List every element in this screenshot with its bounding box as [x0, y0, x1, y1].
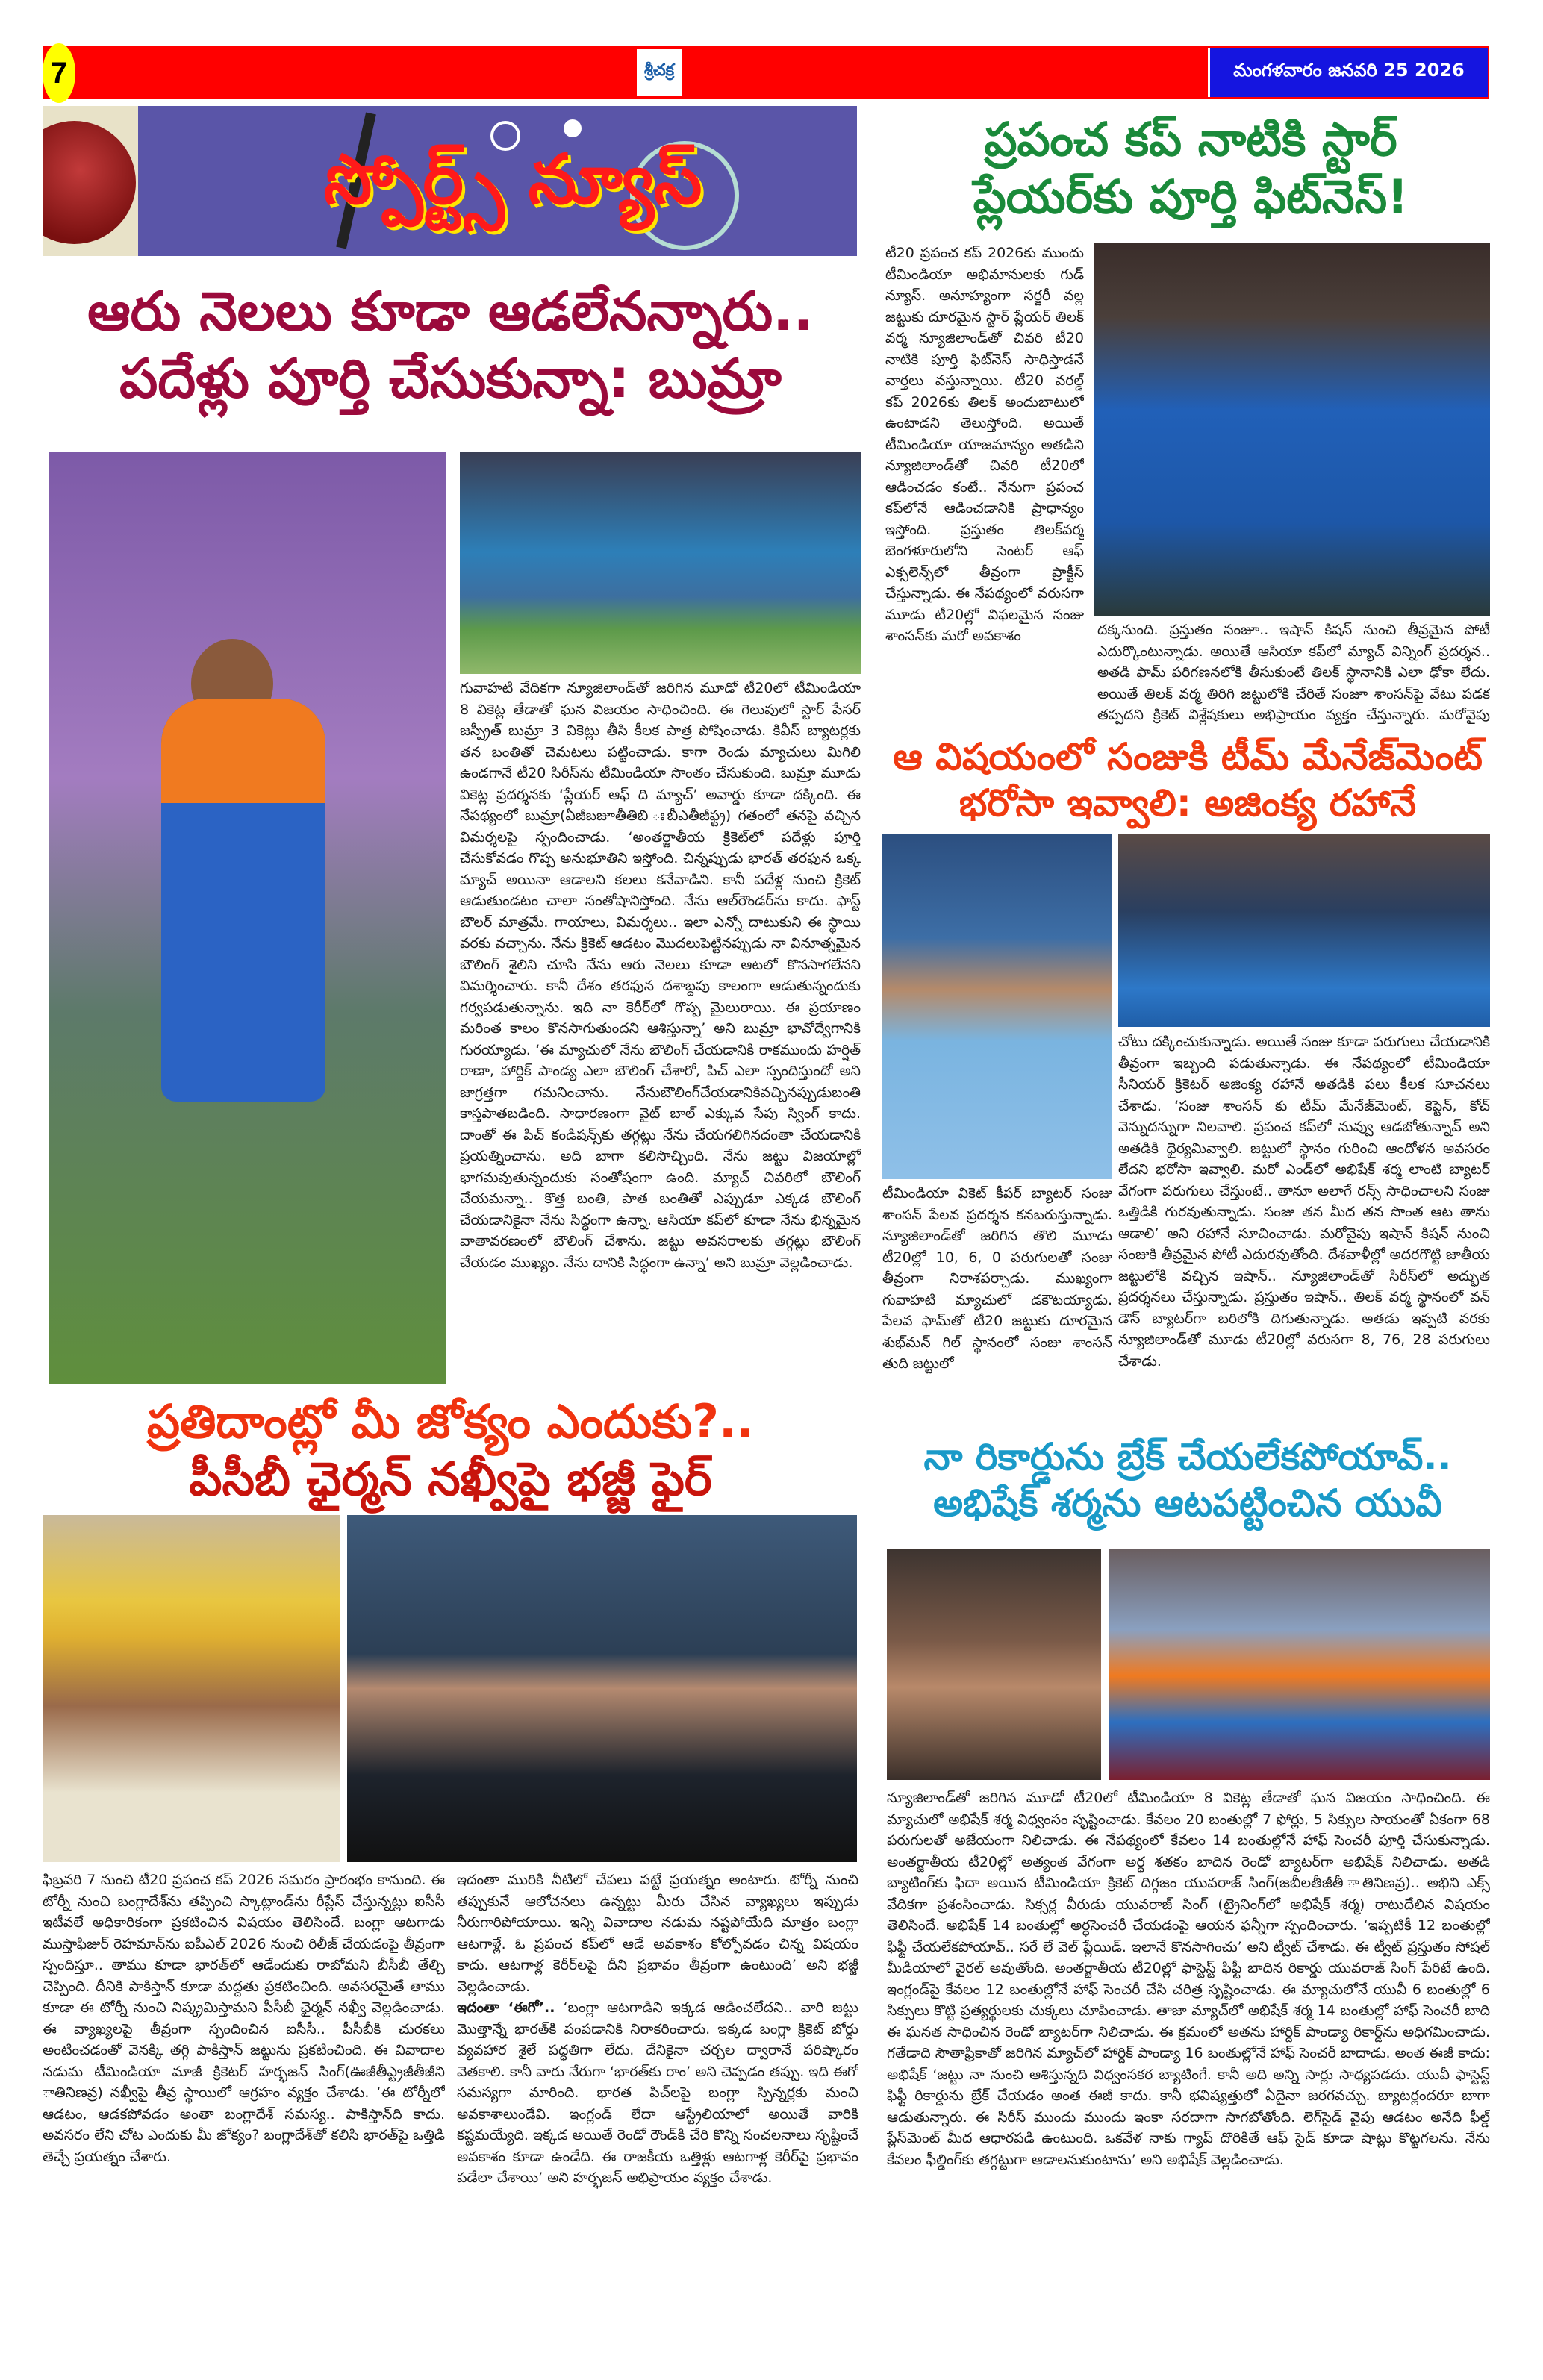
section-title: స్పోర్ట్స్ న్యూస్	[323, 140, 702, 219]
tilak-article-col1	[885, 243, 1084, 726]
headline-line: పీసీబీ ఛైర్మన్ నఖ్వీపై భజ్జీ ఫైర్	[189, 1452, 712, 1506]
article-text: ఇదంతా మురికి నీటిలో చేపలు పట్టే ప్రయత్నం అంటారు. టోర్నీ నుంచి తప్పుకునే ఆలోచనలు ఉన్నట్టు మీరు చేసిన వ్యాఖ్యలు ఇప్పుడు నీరుగారిపోయాయి. ఇన్ని వివాదాల నడుమ నష్టపోయేది మాత్రం బంగ్లా ఆటగాళ్లే. ఓ ప్రపంచ కప్‌లో ఆడే అవకాశం కోల్పోవడం చిన్న విషయం కాదు. ఆటగాళ్ల కెరీర్‌లపై దీని ప్రభావం తీవ్రంగా ఉంటుంది’ అని భజ్జీ వెల్లడించాడు.	[457, 1872, 858, 1995]
headline-line: ఆ విషయంలో సంజుకి టీమ్ మేనేజ్‌మెంట్	[892, 734, 1483, 778]
article-text: టీమిండియా వికెట్ కీపర్ బ్యాటర్ సంజు శాంసన్ పేలవ ప్రదర్శన కనబరుస్తున్నాడు. న్యూజిలాండ్‌తో జరిగిన తొలి మూడు టీ20ల్లో 10, 6, 0 పరుగులతో సంజు తీవ్రంగా నిరాశపర్చాడు. ముఖ్యంగా గువాహటి మ్యాచులో డకౌటయ్యాడు. పేలవ ఫామ్‌తో టీ20 జట్టుకు దూరమైన శుభ్‌మన్ గిల్ స్థానంలో సంజు శాంసన్ తుది జట్టులో	[882, 1185, 1112, 1372]
headline-tilak	[888, 101, 1493, 235]
headline-line: నా రికార్డును బ్రేక్ చేయలేకపోయావ్..	[923, 1434, 1452, 1478]
issue-date: మంగళవారం జనవరి 25 2026	[1208, 48, 1488, 97]
headline-bumrah	[43, 270, 858, 419]
bumrah-photo	[49, 452, 446, 1384]
naqvi-photo	[347, 1515, 857, 1862]
headline-line: భరోసా ఇవ్వాలి: అజింక్య రహానే	[958, 781, 1417, 825]
rahane-photo	[882, 834, 1112, 1179]
headline-yuvi	[885, 1424, 1490, 1536]
bumrah-article-body	[460, 678, 861, 1383]
headline-harbhajan	[43, 1394, 858, 1506]
headline-line: అభిషేక్ శర్మను ఆటపట్టించిన యువీ	[933, 1481, 1442, 1525]
sanju-photo	[1118, 834, 1490, 1027]
bumrah-bowling-photo	[460, 452, 861, 674]
cricket-ball-icon	[43, 106, 138, 256]
article-text: న్యూజిలాండ్‌తో జరిగిన మూడో టీ20లో టీమిండియా 8 వికెట్ల తేడాతో ఘన విజయం సాధించింది. ఈ మ్యాచులో అభిషేక్ శర్మ విధ్వంసం సృష్టించాడు. కేవలం 20 బంతుల్లో 7 ఫోర్లు, 5 సిక్సుల సాయంతో ఏకంగా 68 పరుగులతో అజేయంగా నిలిచాడు. ఈ నేపథ్యంలో కేవలం 14 బంతుల్లోనే హాఫ్ సెంచరీ పూర్తి చేసుకున్నాడు. అంతర్జాతీయ టీ20ల్లో అత్యంత వేగంగా అర్ధ శతకం బాదిన రెండో బ్యాటర్‌గా అభిషేక్ నిలిచాడు. అతడి బ్యాటింగ్‌కు ఫిదా అయిన టీమిండియా క్రికెట్ దిగ్గజం యువరాజ్ సింగ్(జబీలతీజీతీ ాతినిణవ్ర).. అభిని ఎక్స్ వేదికగా ప్రశంసించాడు. సిక్సర్ల వీరుడు యువరాజ్ సింగ్ (ట్రైనింగ్‌లో అభిషేక్ శర్మ) రాటుదేలిన విషయం తెలిసిందే. అభిషేక్ 14 బంతుల్లో అర్ధసెంచరీ చేయడంపై ఆయన ఫన్నీగా స్పందించారు. ‘ఇప్పటికీ 12 బంతుల్లో ఫిఫ్టీ చేయలేకపోయావ్.. సరే లే వెల్ ప్లేయిడ్. ఇలానే కొనసాగించు’ అని ట్వీట్ చేశాడు. ఈ ట్వీట్ ప్రస్తుతం సోషల్ మీడియాలో వైరల్ అవుతోంది. అంతర్జాతీయ టీ20ల్లో ఫాస్టెస్ట్ ఫిఫ్టీ బాదిన రికార్డు యువరాజ్ సింగ్ పేరిటే ఉంది. ఇంగ్లండ్‌పై కేవలం 12 బంతుల్లోనే హాఫ్ సెంచరీ చేసి చరిత్ర సృష్టించాడు. ఈ మ్యాచులోనే యువీ 6 బంతుల్లో 6 సిక్సులు కొట్టి ప్రత్యర్థులకు చుక్కలు చూపించాడు. తాజా మ్యాచ్‌లో అభిషేక్ శర్మ 14 బంతుల్లో హాఫ్ సెంచరీ బాది ఈ ఘనత సాధించిన రెండో బ్యాటర్‌గా నిలిచాడు. ఈ క్రమంలో అతను హార్దిక్ పాండ్యా రికార్డ్‌ను అధిగమించాడు. గతేడాది సౌతాఫ్రికాతో జరిగిన మ్యాచ్‌లో హార్దిక్ పాండ్యా 16 బంతుల్లోనే హాఫ్ సెంచరీ బాదాడు. అంత ఈజీ కాదు: అభిషేక్ ‘జట్టు నా నుంచి ఆశిస్తున్నది విధ్వంసకర బ్యాటింగే. కానీ అది అన్ని సార్లు సాధ్యపడదు. యువీ ఫాస్టెస్ట్ ఫిఫ్టీ రికార్డును బ్రేక్ చేయడం అంత ఈజీ కాదు. కానీ భవిష్యత్తులో ఏదైనా జరగవచ్చు. బ్యాటర్లందరూ బాగా ఆడుతున్నారు. ఈ సిరీస్ ముందు ముందు ఇంకా సరదాగా సాగబోతోంది. లెగ్‌సైడ్ వైపు ఆడటం అనేది ఫీల్డ్ ప్లేస్‌మెంట్ మీద ఆధారపడి ఉంటుంది. ఒకవేళ నాకు గ్యాప్ దొరికితే ఆఫ్ సైడ్ కూడా షాట్లు కొట్టగలను. నేను కేవలం ఫీల్డింగ్‌కు తగ్గట్టుగా ఆడాలనుకుంటాను’ అని అభిషేక్ వెల్లడించాడు.	[887, 1790, 1490, 2168]
article-text: దక్కనుంది. ప్రస్తుతం సంజూ.. ఇషాన్ కిషన్ నుంచి తీవ్రమైన పోటీ ఎదుర్కొంటున్నాడు. అయితే ఆసియా కప్‌లో మ్యాచ్ విన్నింగ్ ప్రదర్శన.. అతడి ఫామ్ పరిగణనలోకి తీసుకుంటే తిలక్ స్థానానికి ఎలా ఢోకా లేదు. అయితే తిలక్ వర్మ తిరిగి జట్టులోకి చేరితే సంజూ శాంసన్‌పై వేటు పడక తప్పదని క్రికెట్ విశ్లేషకులు అభిప్రాయం వ్యక్తం చేస్తున్నారు. మరోవైపు	[1097, 622, 1490, 723]
article-text: చోటు దక్కించుకున్నాడు. అయితే సంజు కూడా పరుగులు చేయడానికి తీవ్రంగా ఇబ్బంది పడుతున్నాడు. ఈ నేపథ్యంలో టీమిండియా సీనియర్ క్రికెటర్ అజింక్య రహానే అతడికి పలు కీలక సూచనలు చేశాడు. ‘సంజు శాంసన్ కు టీమ్ మేనేజ్‌మెంట్, కెప్టెన్, కోచ్ వెన్నుదన్నుగా నిలవాలి. ప్రపంచ కప్‌లో నువ్వు ఆడబోతున్నావ్ అని అతడికి ధైర్యమివ్వాలి. జట్టులో స్థానం గురించి ఆందోళన అవసరం లేదని భరోసా ఇవ్వాలి. మరో ఎండ్‌లో అభిషేక్ శర్మ లాంటి బ్యాటర్ వేగంగా పరుగులు చేస్తుంటే.. తానూ అలాగే రన్స్ సాధించాలని సంజు ఒత్తిడికి గురవుతున్నాడు. సంజు తన మీద తన సొంత ఆట తాను ఆడాలి’ అని రహానే సూచించాడు. మరోవైపు ఇషాన్ కిషన్ నుంచి సంజుకి తీవ్రమైన పోటీ ఎదురవుతోంది. దేశవాళీల్లో అదరగొట్టి జాతీయ జట్టులోకి వచ్చిన ఇషాన్.. న్యూజిలాండ్‌తో సిరీస్‌లో అద్భుత ప్రదర్శనలు చేస్తున్నాడు. ప్రస్తుతం ఇషాన్.. తిలక్ వర్మ స్థానంలో వన్ డౌన్ బ్యాటర్‌గా బరిలోకి దిగుతున్నాడు. అతడు ఇప్పటి వరకు న్యూజిలాండ్‌తో మూడు టీ20ల్లో వరుసగా 8, 76, 28 పరుగులు చేశాడు.	[1118, 1034, 1490, 1369]
abhishek-photo	[1109, 1549, 1490, 1780]
page-number: 7	[43, 43, 75, 103]
yuvraj-photo	[887, 1549, 1101, 1780]
article-text: గువాహటి వేదికగా న్యూజిలాండ్‌తో జరిగిన మూడో టీ20లో టీమిండియా 8 వికెట్ల తేడాతో ఘన విజయం సాధించింది. ఈ గెలుపులో స్టార్ పేసర్ జస్ప్రీత్ బుమ్రా 3 వికెట్లు తీసి కీలక పాత్ర పోషించాడు. కివీస్ బ్యాటర్లకు తన బంతితో చెమటలు పట్టించాడు. కాగా రెండు మ్యాచులు మిగిలి ఉండగానే టీ20 సిరీస్‌ను టీమిండియా సొంతం చేసుకుంది. బుమ్రా మూడు వికెట్ల ప్రదర్శనకు ‘ప్లేయర్ ఆఫ్ ది మ్యాచ్’ అవార్డు కూడా దక్కింది. ఈ నేపథ్యంలో బుమ్రా(ఏజీబజూతీతిబి ఃబీఎతీజీఫ్ట్ర) గతంలో తనపై వచ్చిన విమర్శలపై స్పందించాడు. ‘అంతర్జాతీయ క్రికెట్‌లో పదేళ్లు పూర్తి చేసుకోవడం గొప్ప అనుభూతిని ఇస్తోంది. చిన్నప్పుడు భారత్ తరఫున ఒక్క మ్యాచ్ అయినా ఆడాలని కలలు కనేవాడిని. కానీ పదేళ్ల నుంచి క్రికెట్ ఆడుతుండటం చాలా సంతోషానిస్తోంది. నేను ఆల్‌రౌండర్‌ను కాదు. ఫాస్ట్ బౌలర్ మాత్రమే. గాయాలు, విమర్శలు.. ఇలా ఎన్నో దాటుకుని ఈ స్థాయి వరకు వచ్చాను. నేను క్రికెట్ ఆడటం మొదలుపెట్టినప్పుడు నా వినూత్నమైన బౌలింగ్ శైలిని చూసి నేను ఆరు నెలలు కూడా ఆటలో కొనసాగలేనని విమర్శించారు. కానీ దేశం తరఫున దశాబ్దపు కాలంగా ఆడుతున్నందుకు గర్వపడుతున్నాను. ఇది నా కెరీర్‌లో గొప్ప మైలురాయి. ఈ ప్రయాణం మరింత కాలం కొనసాగుతుందని ఆశిస్తున్నా’ అని బుమ్రా భావోద్వేగానికి గురయ్యాడు. ‘ఈ మ్యాచులో నేను బౌలింగ్ చేయడానికి రాకముందు హర్షిత్ రాణా, హార్దిక్ పాండ్య ఎలా బౌలింగ్ చేశారో, పిచ్ ఎలా స్పందిస్తుందో అని జాగ్రత్తగా గమనించాను. నేనుబౌలింగ్‌చేయడానికివచ్చినప్పుడుబంతి కాస్తపాతబడింది. సాధారణంగా వైట్ బాల్ ఎక్కువ సేపు స్వింగ్ కాదు. దాంతో ఈ పిచ్ కండిషన్స్‌కు తగ్గట్లు నేను చేయగలిగినదంతా చేయడానికి ప్రయత్నించాను. అది బాగా కలిసొచ్చింది. నేను జట్టు విజయాల్లో భాగమవుతున్నందుకు సంతోషంగా ఉంది. మ్యాచ్ చివరిలో బౌలింగ్ చేయమన్నా.. కొత్త బంతి, పాత బంతితో ఎప్పుడూ ఎక్కడ బౌలింగ్ చేయడానికైనా నేను సిద్ధంగా ఉన్నా. ఆసియా కప్‌లో కూడా నేను భిన్నమైన వాతావరణంలో బౌలింగ్ చేశాను. జట్టు అవసరాలకు తగ్గట్లు బౌలింగ్ చేయడం ముఖ్యం. నేను దానికి సిద్ధంగా ఉన్నా’ అని బుమ్రా వెల్లడించాడు.	[460, 680, 861, 1271]
yuvi-article-body	[887, 1787, 1490, 2310]
masthead-logo: శ్రీచక్ర	[637, 49, 682, 96]
sports-news-banner	[43, 106, 857, 256]
rahane-article-col2	[1118, 1031, 1490, 1411]
headline-line: ప్రపంచ కప్ నాటికి స్టార్	[984, 111, 1397, 166]
harbhajan-article-col1	[43, 1870, 445, 2310]
headline-line: పదేళ్లు పూర్తి చేసుకున్నా: బుమ్రా	[119, 347, 782, 410]
team-india-photo	[1094, 243, 1490, 616]
tilak-article-col2	[1097, 619, 1490, 726]
subheading: ఇదంతా ‘ఈగో’..	[457, 1999, 555, 2016]
harbhajan-photo	[43, 1515, 340, 1862]
harbhajan-article-col2	[457, 1870, 858, 2310]
rahane-article-col1	[882, 1183, 1112, 1420]
article-text: ‘బంగ్లా ఆటగాడిని ఇక్కడ ఆడించలేదని.. వారి జట్టు మొత్తాన్నే భారత్‌కి పంపడానికి నిరాకరించారు. ఇక్కడ బంగ్లా క్రికెట్ బోర్డు వ్యవహార శైలే పద్ధతిగా లేదు. దేనికైనా చర్చల ద్వారానే పరిష్కారం వెతకాలి. కానీ వారు నేరుగా ‘భారత్‌కు రాం’ అని చెప్పడం తప్పు. ఇది ఈగో సమస్యగా మారింది. భారత పిచ్‌లపై బంగ్లా స్పిన్నర్లకు మంచి అవకాశాలుండేవి. ఇంగ్లండ్ లేదా ఆస్ట్రేలియాలో అయితే వారికి కష్టమయ్యేది. ఇక్కడ అయితే రెండో రౌండ్‌కి చేరి కొన్ని సంచలనాలు సృష్టించే అవకాశం కూడా ఉండేది. ఈ రాజకీయ ఒత్తిళ్లు ఆటగాళ్ల కెరీర్‌పై ప్రభావం పడేలా చేశాయి’ అని హర్భజన్ అభిప్రాయం వ్యక్తం చేశాడు.	[457, 1999, 858, 2186]
headline-line: ప్రతిదాంట్లో మీ జోక్యం ఎందుకు?..	[146, 1393, 755, 1449]
headline-rahane	[885, 730, 1490, 830]
headline-line: ఆరు నెలలు కూడా ఆడలేనన్నారు..	[87, 280, 814, 343]
article-text: ఫిబ్రవరి 7 నుంచి టీ20 ప్రపంచ కప్ 2026 సమరం ప్రారంభం కానుంది. ఈ టోర్నీ నుంచి బంగ్లాదేశ్‌ను తప్పించి స్కాట్లాండ్‌ను రీప్లేస్ చేస్తున్నట్లు ఐసీసీ ఇటీవలే అధికారికంగా ప్రకటించిన విషయం తెలిసిందే. బంగ్లా ఆటగాడు ముస్తాఫిజుర్ రెహమాన్‌ను ఐపీఎల్ 2026 నుంచి రిలీజ్ చేయడంపై తీవ్రంగా స్పందిస్తూ.. తాము కూడా భారత్‌లో ఆడేందుకు రాబోమని బీసీబీ తేల్చి చెప్పింది. దీనికి పాకిస్తాన్ కూడా మద్దతు ప్రకటించింది. అవసరమైతే తాము కూడా ఈ టోర్నీ నుంచి నిష్క్రమిస్తామని పీసీబీ ఛైర్మన్ నఖ్వీ వెల్లడించాడు. ఈ వ్యాఖ్యలపై తీవ్రంగా స్పందించిన ఐసీసీ.. పీసీబీకి చురకలు అంటించడంతో వెనక్కి తగ్గి పాకిస్తాన్ జట్టును ప్రకటించింది. ఈ వివాదాల నడుమ టీమిండియా మాజీ క్రికెటర్ హర్భజన్ సింగ్(ఊజీతీఎ్ట్రజీతీజీని ాతినిణవ్ర) నఖ్వీపై తీవ్ర స్థాయిలో ఆగ్రహం వ్యక్తం చేశాడు. ‘ఈ టోర్నీలో ఆడటం, ఆడకపోవడం అంతా బంగ్లాదేశ్ సమస్య.. పాకిస్తాన్‌ది కాదు. అవసరం లేని చోట ఎందుకు మీ జోక్యం? బంగ్లాదేశ్‌తో కలిసి భారత్‌పై ఒత్తిడి తెచ్చే ప్రయత్నం చేశారు.	[43, 1872, 445, 2165]
article-text: టీ20 ప్రపంచ కప్ 2026కు ముందు టీమిండియా అభిమానులకు గుడ్ న్యూస్. అనూహ్యంగా సర్జరీ వల్ల జట్టుకు దూరమైన స్టార్ ప్లేయర్ తిలక్ వర్మ న్యూజిలాండ్‌తో చివరి టీ20 నాటికి పూర్తి ఫిట్‌నెస్ సాధిస్తాడనే వార్తలు వస్తున్నాయి. టీ20 వరల్డ్ కప్ 2026కు తిలక్ అందుబాటులో ఉంటాడని తెలుస్తోంది. అయితే టీమిండియా యాజమాన్యం అతడిని న్యూజిలాండ్‌తో చివరి టీ20లో ఆడించడం కంటే.. నేనుగా ప్రపంచ కప్‌లోనే ఆడించడానికి ప్రాధాన్యం ఇస్తోంది. ప్రస్తుతం తిలక్‌వర్మ బెంగళూరులోని సెంటర్ ఆఫ్ ఎక్సలెన్స్‌లో తీవ్రంగా ప్రాక్టీస్ చేస్తున్నాడు. ఈ నేపథ్యంలో వరుసగా మూడు టీ20ల్లో విఫలమైన సంజు శాంసన్‌కు మరో అవకాశం	[885, 245, 1084, 644]
headline-line: ప్లేయర్‌కు పూర్తి ఫిట్‌నెస్!	[973, 169, 1409, 224]
